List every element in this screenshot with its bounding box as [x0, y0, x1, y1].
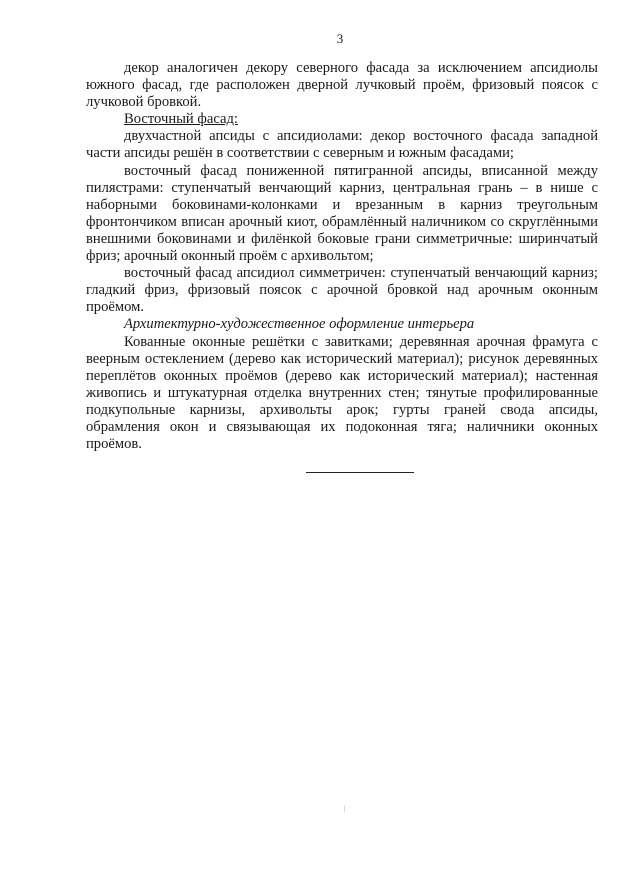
paragraph-south-facade-decor: декор аналогичен декору северного фасада за исключением апсидиолы южного фасад, где расположен дверной лучковый проём, фризовый поясок с лучковой бровкой.	[86, 60, 598, 111]
closing-separator-line	[306, 472, 414, 473]
heading-east-facade-text: Восточный фасад:	[124, 111, 238, 128]
paragraph-two-part-apse: двухчастной апсиды с апсидиолами: декор восточного фасада западной части апсиды решён в соответствии с северным и южным фасадами;	[86, 128, 598, 162]
document-body	[86, 60, 598, 453]
page-number: 3	[336, 31, 344, 46]
paragraph-pentagonal-apse: восточный фасад пониженной пятигранной апсиды, вписанной между пилястрами: ступенчатый венчающий карниз, центральная грань – в нише с наборными боковинами-колонками и врезанным в карниз треугольным фронтончиком вписан арочный киот, обрамлённый наличником со скруглёнными внешними боковинами и филёнкой боковые грани симметричные: ширинчатый фриз; арочный оконный проём с архивольтом;	[86, 162, 598, 265]
heading-east-facade	[86, 111, 598, 128]
paragraph-apsidioles: восточный фасад апсидиол симметричен: ступенчатый венчающий карниз; гладкий фриз, фризовый поясок с арочной бровкой над арочным оконным проёмом.	[86, 265, 598, 316]
heading-interior-decoration: Архитектурно-художественное оформление интерьера	[124, 316, 475, 333]
paragraph-interior-elements: Кованные оконные решётки с завитками; деревянная арочная фрамуга с веерным остеклением (дерево как исторический материал); рисунок деревянных переплётов оконных проёмов (дерево как исторический материал); настенная живопись и штукатурная отделка внутренних стен; тянутые профилированные подкупольные карнизы, архивольты арок; гурты граней свода апсиды, обрамления окон и связывающая их подоконная тяга; наличники оконных проёмов.	[86, 333, 598, 453]
scan-speck	[344, 806, 345, 812]
